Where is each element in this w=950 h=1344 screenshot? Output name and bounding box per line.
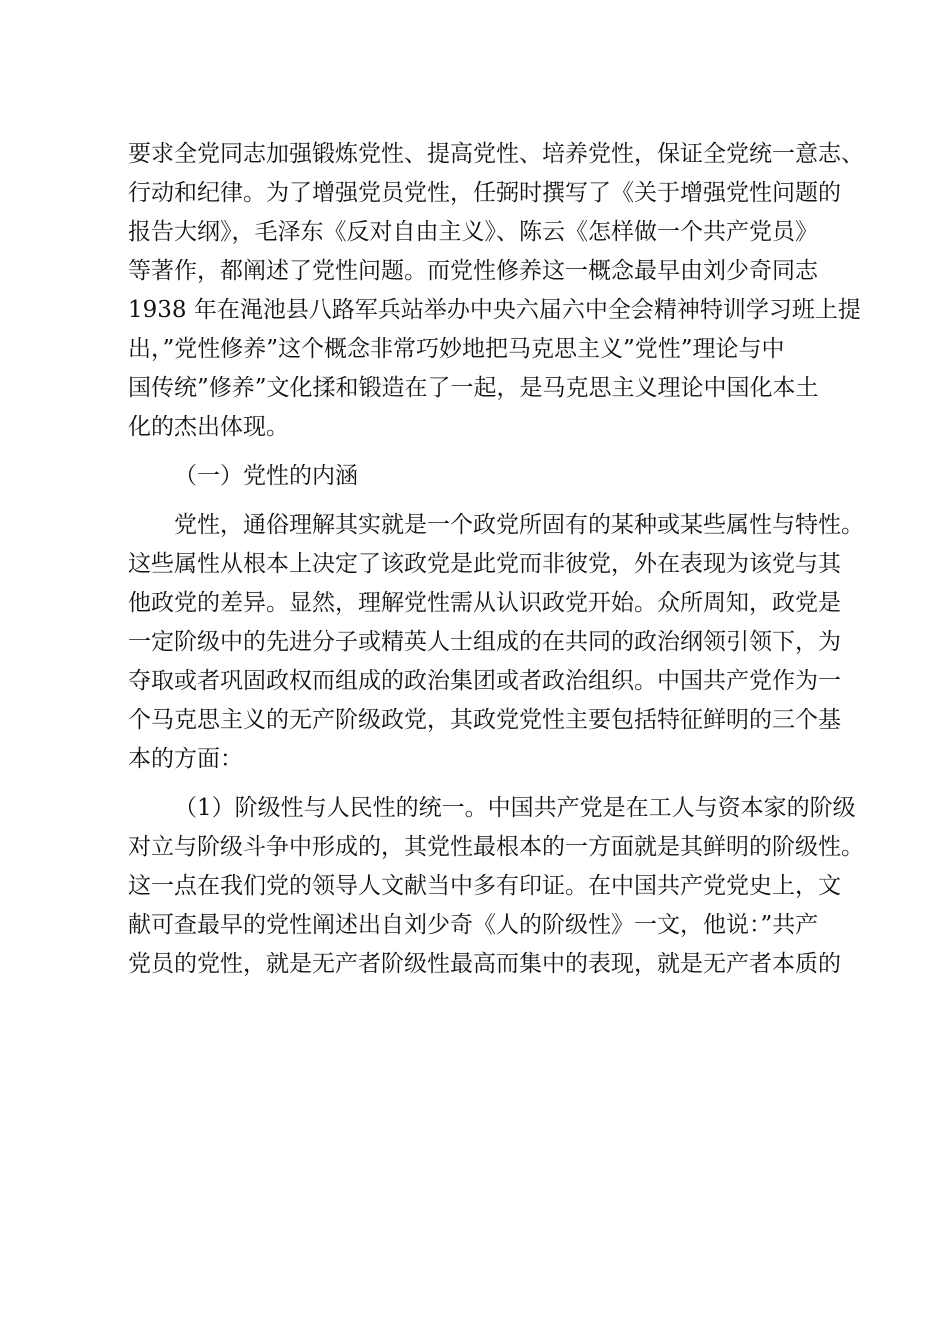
text-line: 党性，通俗理解其实就是一个政党所固有的某种或某些属性与特性。 [174, 512, 864, 538]
text-line: 出，”党性修养”这个概念非常巧妙地把马克思主义”党性”理论与中 [128, 336, 785, 362]
text-line: 一定阶级中的先进分子或精英人士组成的在共同的政治纲领引领下，为 [128, 629, 841, 655]
text-line: 行动和纪律。为了增强党员党性，任弼时撰写了《关于增强党性问题的 [128, 180, 841, 206]
text-line: 等著作，都阐述了党性问题。而党性修养这一概念最早由刘少奇同志 [128, 258, 818, 284]
text-line: 党员的党性，就是无产者阶级性最高而集中的表现，就是无产者本质的 [128, 951, 841, 977]
body-text [128, 135, 864, 984]
text-line: 化的杰出体现。 [128, 414, 289, 440]
text-line: 他政党的差异。显然，理解党性需从认识政党开始。众所周知，政党是 [128, 590, 841, 616]
text-line: 这些属性从根本上决定了该政党是此党而非彼党，外在表现为该党与其 [128, 551, 841, 577]
text-line: 要求全党同志加强锻炼党性、提高党性、培养党性，保证全党统一意志、 [128, 141, 864, 167]
text-line: 国传统”修养”文化揉和锻造在了一起，是马克思主义理论中国化本土 [128, 375, 819, 401]
text-line: 1938 年在渑池县八路军兵站举办中央六届六中全会精神特训学习班上提 [128, 297, 861, 323]
text-line: 献可查最早的党性阐述出自刘少奇《人的阶级性》一文，他说：”共产 [128, 912, 819, 938]
text-line: 这一点在我们党的领导人文献当中多有印证。在中国共产党党史上，文 [128, 873, 841, 899]
paragraph-gap [128, 447, 828, 457]
section-heading: （一）党性的内涵 [174, 463, 358, 489]
text-line: 本的方面： [128, 746, 243, 772]
text-line: 对立与阶级斗争中形成的，其党性最根本的一方面就是其鲜明的阶级性。 [128, 834, 864, 860]
text-line: （1）阶级性与人民性的统一。中国共产党是在工人与资本家的阶级 [174, 795, 856, 821]
text-line: 报告大纲》，毛泽东《反对自由主义》、陈云《怎样做一个共产党员》 [128, 219, 818, 245]
text-line: 个马克思主义的无产阶级政党，其政党党性主要包括特征鲜明的三个基 [128, 707, 841, 733]
paragraph-gap [128, 496, 828, 506]
text-line: 夺取或者巩固政权而组成的政治集团或者政治组织。中国共产党作为一 [128, 668, 841, 694]
paragraph-gap [128, 779, 828, 789]
